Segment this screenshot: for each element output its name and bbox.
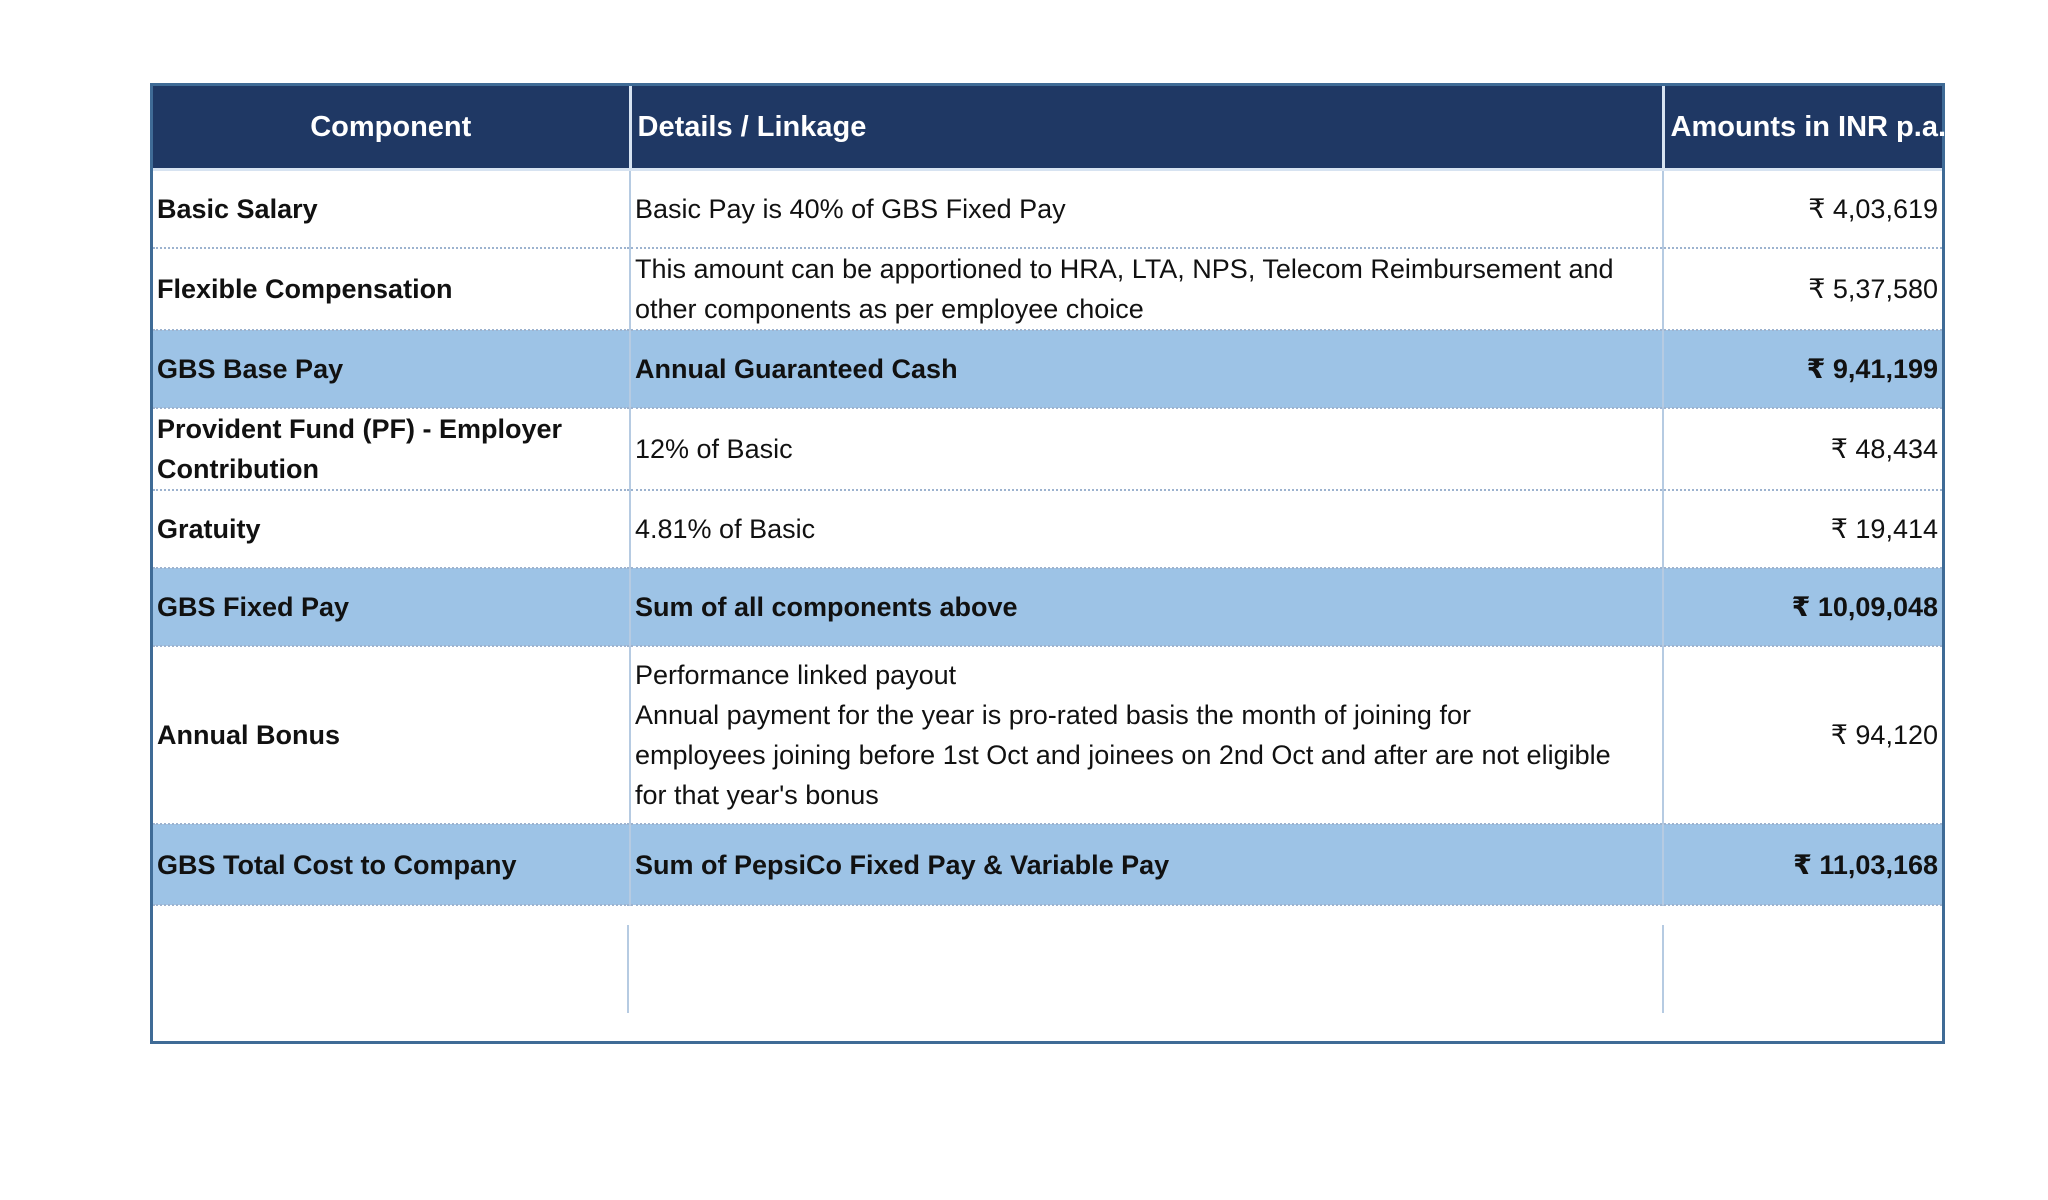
details-cell: 12% of Basic xyxy=(630,408,1663,490)
amount-cell: ₹ 19,414 xyxy=(1663,490,1942,568)
details-cell: 4.81% of Basic xyxy=(630,490,1663,568)
component-cell xyxy=(153,408,630,490)
compensation-table-frame xyxy=(150,83,1945,1044)
details-line: Performance linked payout xyxy=(635,660,957,690)
amount-cell: ₹ 11,03,168 xyxy=(1663,824,1942,905)
amount-cell: ₹ 4,03,619 xyxy=(1663,170,1942,249)
details-line: other components as per employee choice xyxy=(635,294,1144,324)
amount-cell: ₹ 94,120 xyxy=(1663,646,1942,824)
empty-table-area xyxy=(153,895,1942,1041)
details-cell: Basic Pay is 40% of GBS Fixed Pay xyxy=(630,170,1663,249)
details-cell: Annual Guaranteed Cash xyxy=(630,330,1663,408)
amount-cell: ₹ 5,37,580 xyxy=(1663,248,1942,330)
compensation-table xyxy=(153,86,1946,906)
component-cell: GBS Total Cost to Company xyxy=(153,824,630,905)
component-cell: Flexible Compensation xyxy=(153,248,630,330)
column-divider xyxy=(627,925,629,1013)
header-details: Details / Linkage xyxy=(630,86,1663,170)
details-line: Annual payment for the year is pro-rated basis the month of joining for xyxy=(635,700,1471,730)
table-row xyxy=(153,490,1942,568)
details-cell xyxy=(630,646,1663,824)
table-row xyxy=(153,408,1942,490)
amount-cell: ₹ 9,41,199 xyxy=(1663,330,1942,408)
component-cell: Gratuity xyxy=(153,490,630,568)
table-row-summary xyxy=(153,568,1942,646)
component-line: Contribution xyxy=(157,454,319,484)
header-amount: Amounts in INR p.a. xyxy=(1663,86,1942,170)
details-cell: Sum of PepsiCo Fixed Pay & Variable Pay xyxy=(630,824,1663,905)
table-row-summary xyxy=(153,824,1942,905)
header-component: Component xyxy=(153,86,630,170)
details-cell: Sum of all components above xyxy=(630,568,1663,646)
details-line: employees joining before 1st Oct and joinees on 2nd Oct and after are not eligible xyxy=(635,740,1611,770)
table-row xyxy=(153,646,1942,824)
component-cell: Basic Salary xyxy=(153,170,630,249)
details-line: for that year's bonus xyxy=(635,780,879,810)
table-row xyxy=(153,170,1942,249)
component-line: Provident Fund (PF) - Employer xyxy=(157,414,563,444)
amount-cell: ₹ 10,09,048 xyxy=(1663,568,1942,646)
amount-cell: ₹ 48,434 xyxy=(1663,408,1942,490)
component-cell: Annual Bonus xyxy=(153,646,630,824)
component-cell: GBS Base Pay xyxy=(153,330,630,408)
table-header-row xyxy=(153,86,1942,170)
details-line: This amount can be apportioned to HRA, LTA, NPS, Telecom Reimbursement and xyxy=(635,254,1614,284)
table-row-summary xyxy=(153,330,1942,408)
component-cell: GBS Fixed Pay xyxy=(153,568,630,646)
column-divider xyxy=(1662,925,1664,1013)
details-cell xyxy=(630,248,1663,330)
table-row xyxy=(153,248,1942,330)
